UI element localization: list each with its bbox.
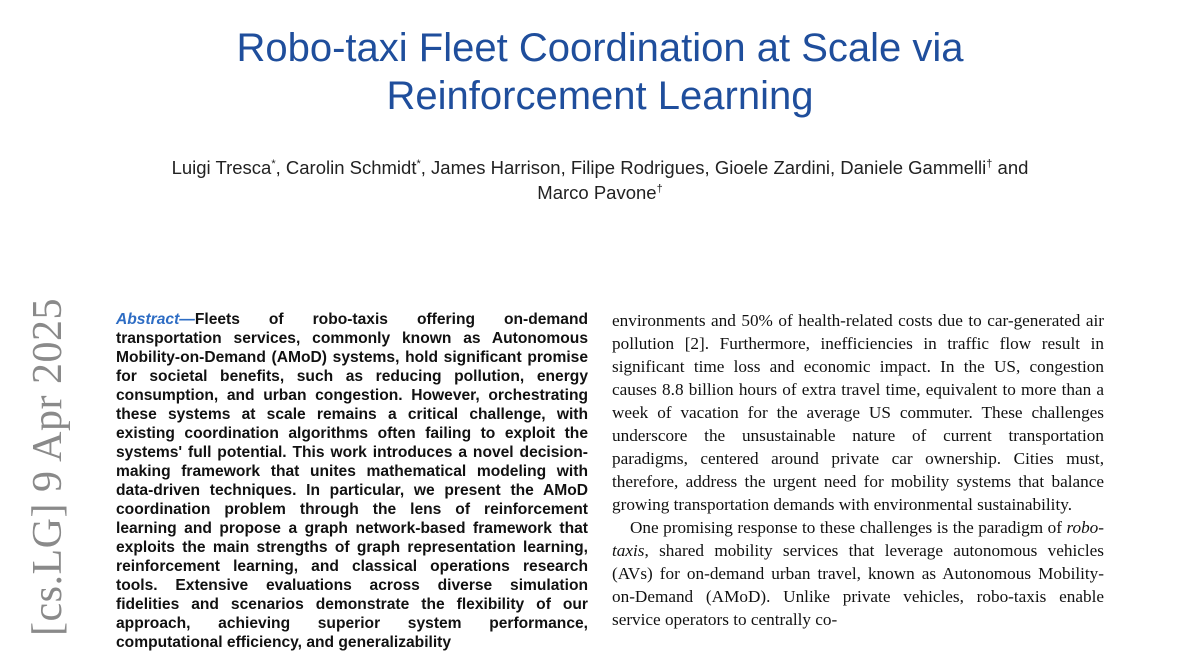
author-separator: , bbox=[420, 157, 432, 178]
author-name: Filipe Rodrigues bbox=[570, 157, 705, 178]
author-separator: , bbox=[704, 157, 715, 178]
author-affiliation-mark: * bbox=[416, 157, 421, 170]
paper-title-line-1: Robo-taxi Fleet Coordination at Scale via bbox=[236, 26, 964, 70]
author-affiliation-mark: † bbox=[656, 182, 663, 195]
author-separator: , bbox=[560, 157, 571, 178]
author-list bbox=[80, 155, 1120, 205]
robo-taxis-emphasis: robo-taxis bbox=[612, 518, 1104, 560]
author-separator: and bbox=[992, 157, 1029, 178]
abstract-label: Abstract— bbox=[116, 311, 195, 328]
author-name: Daniele Gammelli bbox=[840, 157, 987, 178]
body-paragraph-2-rest: , shared mobility services that leverage autonomous vehicles (AVs) for on-demand urban travel, known as Autonomous Mobility-on-Demand (AMoD). Unlike private vehicles, robo-taxis enable service operators to centrally co- bbox=[612, 541, 1104, 629]
body-paragraph-2-start: One promising response to these challenges is the paradigm of bbox=[630, 518, 1067, 537]
paper-title-line-2: Reinforcement Learning bbox=[386, 74, 814, 118]
body-paragraph-1: environments and 50% of health-related costs due to car-generated air pollution [2]. Furthermore, inefficiencies in traffic flow result in significant time loss and economic impact. In the US, congestion causes 8.8 billion hours of extra travel time, equivalent to more than a week of vacation for the average US commuter. These challenges underscore the unsustainable nature of current transportation paradigms, centered around private car ownership. Cities must, therefore, address the urgent need for mobility systems that balance growing transportation demands with environmental sustainability. bbox=[612, 311, 1104, 514]
author-name: James Harrison bbox=[431, 157, 561, 178]
author-name: Luigi Tresca bbox=[171, 157, 272, 178]
abstract bbox=[116, 310, 588, 652]
author-separator: , bbox=[275, 157, 286, 178]
paper-title bbox=[100, 24, 1100, 120]
author-separator: , bbox=[830, 157, 841, 178]
abstract-text: Fleets of robo-taxis offering on-demand transportation services, commonly known as Autonomous Mobility-on-Demand (AMoD) systems, hold significant promise for societal benefits, such as reducing pollution, energy consumption, and urban congestion. However, orchestrating these systems at scale remains a critical challenge, with existing coordination algorithms often failing to exploit the systems' full potential. This work introduces a novel decision-making framework that unites mathematical modeling with data-driven techniques. In particular, we present the AMoD coordination problem through the lens of reinforcement learning and propose a graph network-based framework that exploits the main strengths of graph representation learning, reinforcement learning, and classical operations research tools. Extensive evaluations across diverse simulation fidelities and scenarios demonstrate the flexibility of our approach, achieving superior system performance, computational efficiency, and generalizability bbox=[116, 311, 588, 651]
author-name: Carolin Schmidt bbox=[285, 157, 417, 178]
arxiv-stamp: [cs.LG] 9 Apr 2025 bbox=[25, 298, 71, 636]
author-affiliation-mark: † bbox=[986, 157, 993, 170]
body-column-right bbox=[612, 309, 1104, 631]
author-name: Marco Pavone bbox=[537, 182, 657, 203]
author-affiliation-mark: * bbox=[271, 157, 276, 170]
author-name: Gioele Zardini bbox=[714, 157, 830, 178]
body-paragraph-2 bbox=[612, 516, 1104, 631]
